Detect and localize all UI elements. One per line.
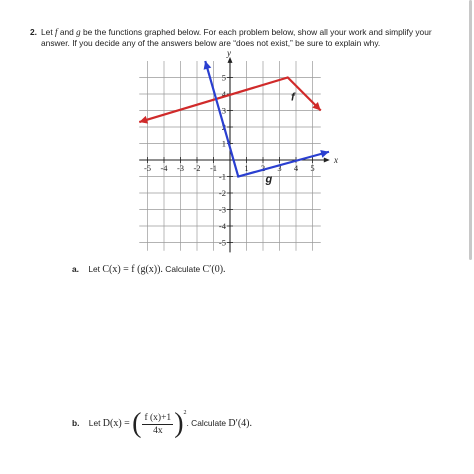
fraction-denominator: 4x bbox=[153, 425, 163, 436]
text-and: and bbox=[57, 27, 77, 37]
left-paren: ( bbox=[132, 408, 142, 439]
part-b-let: Let bbox=[88, 418, 101, 429]
y-tick-label: -4 bbox=[218, 221, 226, 231]
x-axis-arrow bbox=[324, 158, 330, 163]
part-b-target: D′(4). bbox=[228, 418, 252, 430]
text-rest: be the functions graphed below. For each problem below, show all your work and simplify your bbox=[80, 27, 432, 37]
right-paren: ) bbox=[174, 408, 184, 439]
y-tick-label: -2 bbox=[218, 188, 226, 198]
var-g: g bbox=[76, 27, 81, 37]
y-tick-label: 4 bbox=[221, 89, 226, 99]
x-axis-label: x bbox=[333, 155, 338, 165]
part-a-definition: C(x) = f (g(x)). bbox=[102, 264, 163, 275]
part-b-lhs: D(x) = bbox=[102, 418, 130, 430]
x-tick-label: 4 bbox=[293, 163, 299, 173]
part-b bbox=[72, 410, 252, 438]
part-b-label: b. bbox=[72, 418, 80, 429]
part-a-let: Let bbox=[88, 264, 100, 274]
axes bbox=[139, 57, 330, 253]
x-tick-label: 2 bbox=[260, 163, 266, 173]
g-label: g bbox=[265, 173, 273, 186]
x-tick-label: -5 bbox=[143, 163, 152, 173]
x-tick-label: -2 bbox=[193, 163, 201, 173]
y-axis-label: y bbox=[227, 48, 231, 59]
x-tick-label: -1 bbox=[209, 163, 218, 173]
fraction-numerator: f (x)+1 bbox=[144, 412, 172, 423]
y-tick-label: 1 bbox=[221, 138, 226, 149]
part-a-target: C′(0). bbox=[202, 264, 226, 275]
part-a bbox=[72, 264, 226, 275]
fraction bbox=[142, 413, 173, 436]
y-tick-label: 3 bbox=[221, 105, 226, 116]
x-tick-label: 5 bbox=[310, 163, 315, 173]
exponent: 2 bbox=[183, 410, 187, 417]
problem-number: 2. bbox=[30, 27, 37, 37]
x-tick-label: -3 bbox=[176, 163, 185, 173]
part-a-label: a. bbox=[72, 264, 79, 274]
x-tick-label: 1 bbox=[244, 163, 249, 173]
var-f: f bbox=[54, 27, 58, 37]
f-label: f bbox=[291, 91, 295, 104]
y-tick-label: -5 bbox=[218, 237, 226, 248]
x-tick-label: -4 bbox=[160, 163, 168, 173]
curves bbox=[139, 61, 329, 177]
y-tick-label: 5 bbox=[221, 72, 226, 83]
part-b-calculate: . Calculate bbox=[186, 418, 227, 429]
y-tick-label: 2 bbox=[221, 122, 226, 132]
y-tick-label: -3 bbox=[218, 204, 226, 215]
y-tick-label: -1 bbox=[218, 171, 226, 182]
text-let: Let bbox=[41, 27, 55, 37]
problem-line-2: answer. If you decide any of the answers below are “does not exist,” be sure to explain why. bbox=[41, 38, 381, 48]
x-tick-label: 3 bbox=[277, 163, 282, 173]
part-a-calculate: Calculate bbox=[165, 264, 201, 274]
